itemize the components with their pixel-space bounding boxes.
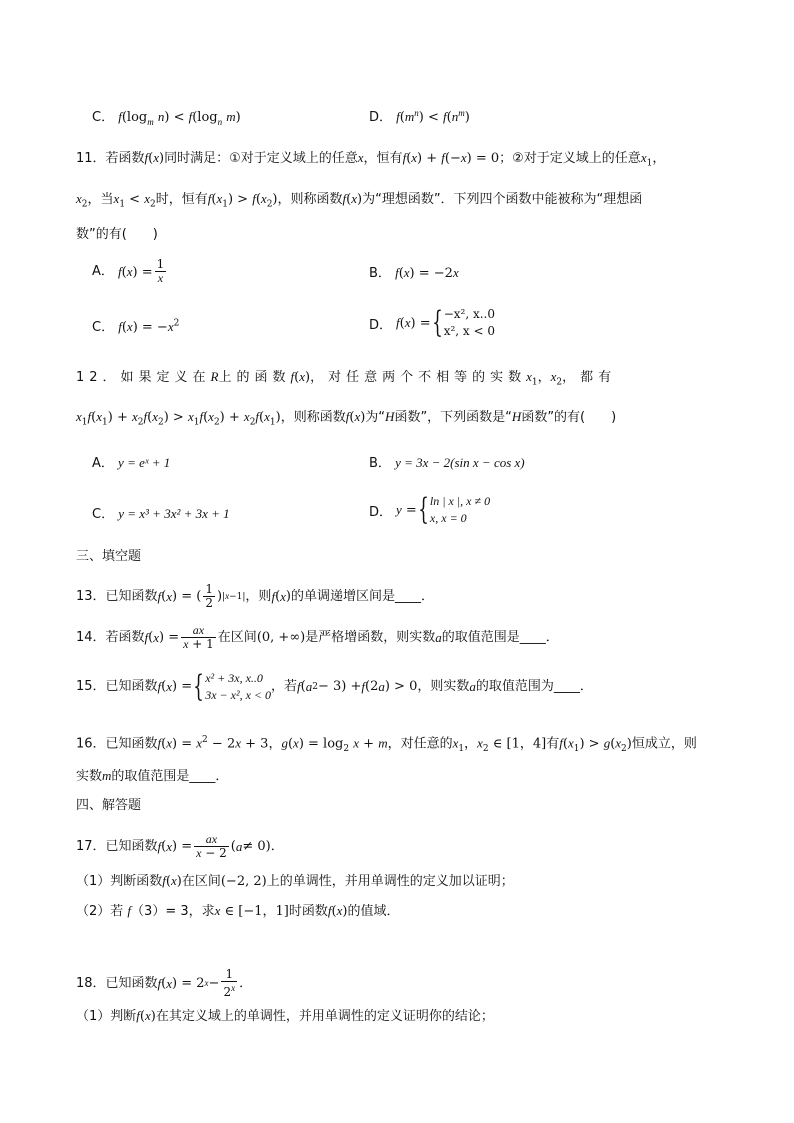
text: 12．如果定义在 [76, 370, 211, 385]
text: 的取值范围是____． [441, 629, 559, 645]
case-2: 3x − x², x < 0 [205, 688, 272, 702]
option-expression: $f(m^n) < f(n^m)$ [396, 107, 470, 125]
q18-part-1: （1）判断f(x)在其定义域上的单调性，并用单调性的定义证明你的结论； [76, 1008, 494, 1024]
option-label: B． [369, 266, 391, 281]
q10-option-c [92, 106, 241, 128]
text: 14．若函数 [76, 629, 145, 645]
text: 上的单调性，并用单调性的定义加以证明； [266, 874, 514, 889]
text: 实数 [76, 769, 103, 784]
text: 15．已知函数 [76, 679, 158, 694]
text: 是严格增函数，则实数 [305, 629, 436, 645]
text: 18．已知函数 [76, 975, 158, 991]
option-expression: y = 3x − 2(sin x − cos x) [395, 455, 525, 470]
text: （3）= 3，求 [131, 904, 215, 919]
text: ，对任意的 [387, 736, 453, 752]
text: ． [239, 975, 253, 991]
q11-line-2: $x_2$，当$x_1 < x_2$时，恒有$f(x_1) > f(x_2)$，则称函数f(x)为“理想函数”．下列四个函数中能被称为“理想函 [76, 191, 643, 210]
case-2: x², x < 0 [443, 324, 495, 338]
option-expression: y = x³ + 3x² + 3x + 1 [118, 506, 230, 521]
option-label: C． [92, 320, 115, 335]
q12-option-b [369, 452, 525, 471]
text: 的取值范围是____． [111, 769, 229, 784]
q15: 15．已知函数 f ( x ) = { x² + 3x, x..0 3x − x², x < 0 ，若 f ( a 2 − 3) + f (2 a ) > 0 ，则实数 a 的取值范围为____． [76, 669, 593, 704]
text: 时，恒有 [155, 192, 208, 207]
text: ，则 [245, 588, 272, 604]
q17-stem: 17．已知函数 f ( x ) = $\frac{ax}{x - 2}$ ( a ≠ 0) ． [76, 832, 284, 860]
q18-stem: 18．已知函数 f ( x ) = 2 x − $\frac{1}{2^x}$ ． [76, 967, 253, 999]
section-heading-fill-in: 三、填空题 [76, 549, 142, 564]
q12-option-a [92, 452, 170, 471]
q10-option-d [369, 106, 470, 125]
text: 恒成立，则 [631, 736, 697, 752]
text: ；②对于定义域上的任意 [499, 151, 641, 166]
section-heading-answer: 四、解答题 [76, 798, 142, 813]
text: （1）判断 [76, 1009, 137, 1024]
q11-option-d: D． f ( x ) = { −x², x..0 x², x < 0 [369, 305, 495, 340]
q16-line-1: 16．已知函数$f(x) = x^2 - 2x + 3$，$g(x) = \log_2 x + m$，对任意的$x_1$，$x_2$ ∈ [1，4]有$f(x_1) > g(x_2)$恒成立，则 [76, 735, 697, 754]
text: ，则称函数 [277, 192, 343, 207]
option-expression: $f(\log_m$ $n) < f(\log_n$ m) [118, 109, 241, 127]
q12-line-1: 12．如果定义在R上的函数f(x)，对任意两个不相等的实数$x_1$，$x_2$，都有 [76, 369, 617, 388]
text: 17．已知函数 [76, 838, 158, 854]
q11-line-1: 11．若函数f(x)同时满足：①对于定义域上的任意x，恒有f(x) + f(−x) = 0；②对于定义域上的任意$x_1$， [76, 150, 666, 169]
case-1: ln | x |, x ≠ 0 [429, 494, 491, 508]
q16-line-2: 实数m的取值范围是____． [76, 768, 229, 784]
q17-part-1: （1）判断函数f(x)在区间(−2, 2)上的单调性，并用单调性的定义加以证明； [76, 873, 514, 889]
case-1: x² + 3x, x..0 [205, 671, 263, 685]
option-label: A． [92, 456, 114, 471]
q12-option-d: D． y = { ln | x |, x ≠ 0 x, x = 0 [369, 492, 491, 527]
text: 的单调递增区间是____． [291, 588, 435, 604]
text: 16．已知函数 [76, 736, 158, 752]
text: ，都有 [562, 370, 617, 385]
q11-line-3: 数”的有( ) [76, 227, 158, 242]
text: 在区间 [217, 629, 257, 645]
text: ， [268, 736, 282, 752]
text: （1）判断函数 [76, 874, 163, 889]
q11-option-b: B． f(x) = −2x [369, 265, 459, 281]
text: 11．若函数 [76, 151, 145, 166]
q12-line-2: $x_1f(x_1) + x_2f(x_2) > x_1f(x_2) + x_2f(x_1)$，则称函数f(x)为“H函数”，下列函数是“H函数”的有( ) [76, 409, 617, 428]
case-1: −x², x..0 [443, 307, 495, 321]
text: 函数”的有( ) [521, 410, 617, 425]
q14: 14．若函数 f ( x ) = $\frac{ax}{x + 1}$ 在区间 (0, +∞) 是严格增函数，则实数 a 的取值范围是____． [76, 623, 559, 651]
option-label: A． [92, 264, 114, 279]
text: ． [270, 838, 284, 854]
case-2: x, x = 0 [429, 511, 467, 525]
q13: 13．已知函数 f ( x ) = ( $\frac{1}{2}$ ) |x−1| ，则 f ( x ) 的单调递增区间是____． [76, 582, 435, 610]
text: 为“理想函数”．下列四个函数中能被称为“理想函 [362, 192, 643, 207]
option-label: C． [92, 110, 115, 125]
text: （2）若 [76, 904, 124, 919]
option-label: D． [369, 504, 393, 520]
q12-option-c [92, 503, 230, 522]
text: 时函数 [288, 904, 328, 919]
q17-part-2: （2）若 f（3）= 3，求x ∈ [−1，1]时函数f(x)的值域． [76, 903, 400, 919]
option-label: C． [92, 507, 115, 522]
option-label: B． [369, 456, 391, 471]
q11-option-c: C． $f(x) = -x^2$ [92, 318, 180, 335]
text: 为“ [365, 410, 386, 425]
text: 在其定义域上的单调性，并用单调性的定义证明你的结论； [155, 1009, 494, 1024]
option-label: D． [369, 110, 393, 125]
option-label: D． [369, 317, 393, 333]
q11-option-a: A． f(x) = $\frac{1}{x}$ [92, 257, 165, 285]
text: ，若 [271, 679, 298, 694]
text: ，则称函数 [280, 410, 346, 425]
text: 同时满足：①对于定义域上的任意 [164, 151, 358, 166]
text: 的值域． [347, 904, 400, 919]
text: 有 [546, 736, 560, 752]
text: 13．已知函数 [76, 588, 158, 604]
text: 函数”，下列函数是“ [394, 410, 512, 425]
text: ，则实数 [417, 679, 470, 694]
text: 的取值范围为____． [475, 679, 593, 694]
text: ，当 [87, 192, 114, 207]
text: ， [464, 736, 478, 752]
text: 在区间 [181, 874, 221, 889]
text: ，恒有 [363, 151, 403, 166]
text: 上的函数 [218, 370, 291, 385]
text: ，对任意两个不相等的实数 [310, 370, 527, 385]
option-expression: y = eˣ + 1 [118, 455, 171, 470]
